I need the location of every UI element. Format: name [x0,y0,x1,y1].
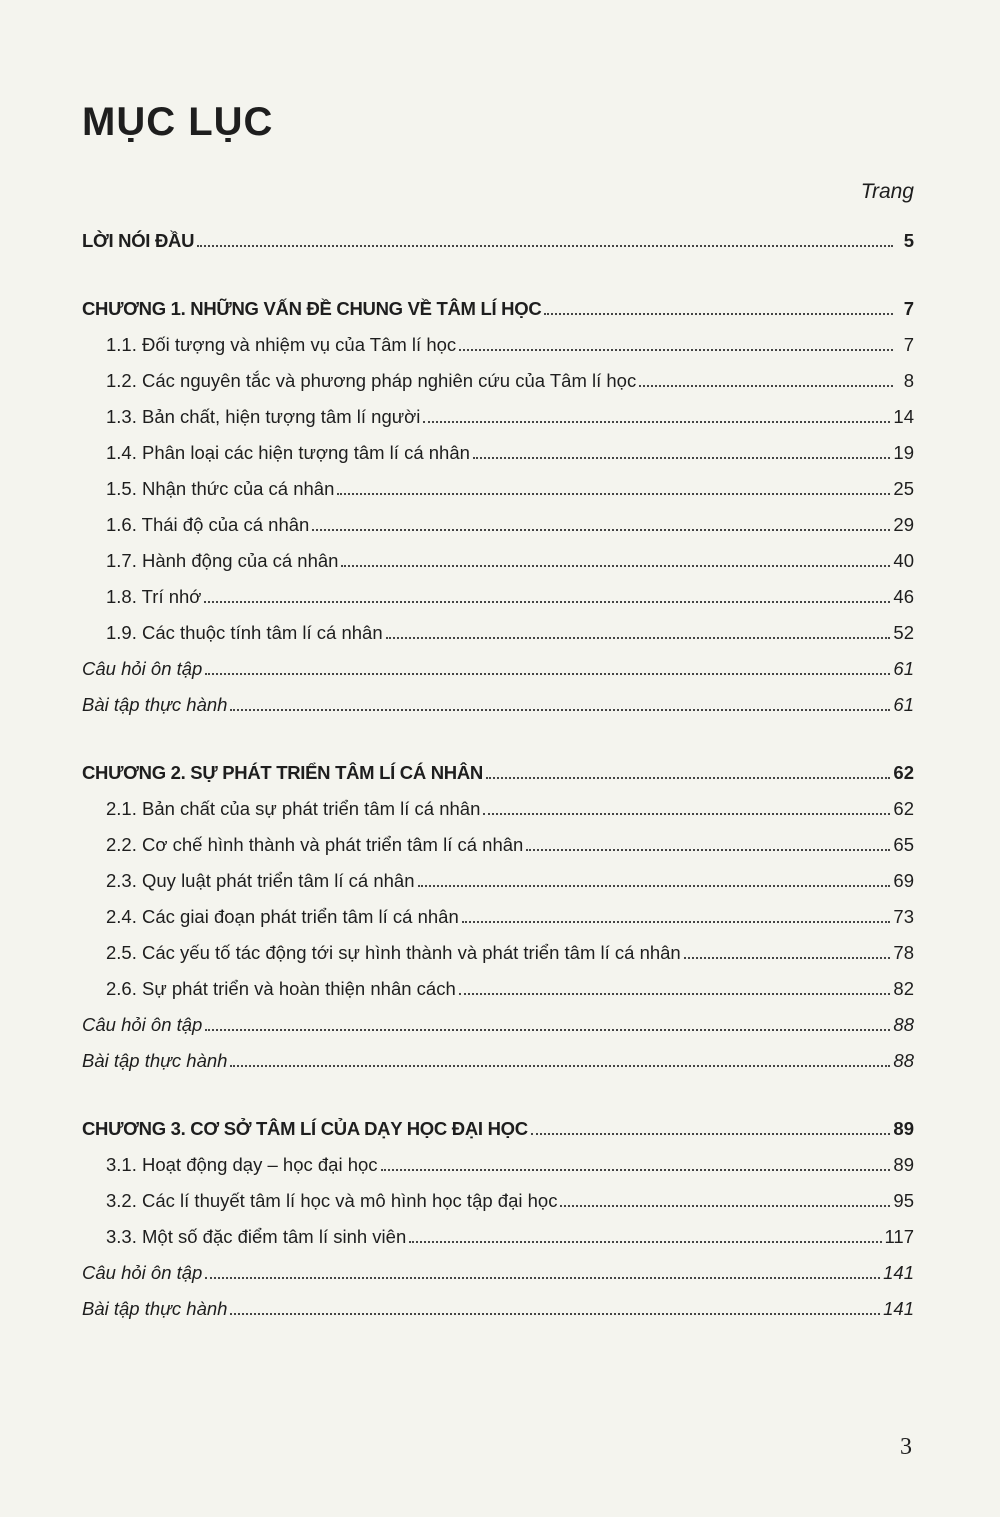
toc-entry-label: Câu hỏi ôn tập [82,1262,203,1283]
dot-leader [205,1277,880,1279]
toc-exercise-entry [82,1254,914,1284]
toc-exercise-entry [82,650,914,680]
toc-entry-page: 89 [893,1118,914,1139]
toc-entry-label: 2.4. Các giai đoạn phát triển tâm lí cá nhân [106,906,459,927]
toc-entry-label: 3.1. Hoạt động dạy – học đại học [106,1154,378,1175]
dot-leader [684,957,891,959]
toc-chapter-entry [82,290,914,320]
toc-entry-page: 62 [893,762,914,783]
toc-section-entry [82,542,914,572]
dot-leader [409,1241,881,1243]
dot-leader [462,921,891,923]
toc-section-entry [82,1218,914,1248]
dot-leader [423,421,890,423]
toc-section-entry [82,398,914,428]
toc-section-entry [82,862,914,892]
toc-entry-page: 88 [893,1014,914,1035]
toc-section-entry [82,362,914,392]
toc-entry-page: 7 [903,298,914,319]
dot-leader [531,1133,891,1135]
toc-entry-page: 25 [893,478,914,499]
dot-leader [230,1065,890,1067]
toc-entry-page: 19 [893,442,914,463]
dot-leader [205,673,890,675]
dot-leader [473,457,891,459]
dot-leader [386,637,891,639]
toc-entry-page: 52 [893,622,914,643]
dot-leader [381,1169,891,1171]
toc-entry-page: 29 [893,514,914,535]
toc-entry-label: CHƯƠNG 2. SỰ PHÁT TRIỂN TÂM LÍ CÁ NHÂN [82,762,483,783]
toc-section-entry [82,826,914,856]
toc-entry-label: 1.2. Các nguyên tắc và phương pháp nghiên cứu của Tâm lí học [106,370,637,391]
toc-entry-page: 141 [883,1262,914,1283]
toc-entry-page: 69 [893,870,914,891]
toc-entry-label: 2.5. Các yếu tố tác động tới sự hình thành và phát triển tâm lí cá nhân [106,942,681,963]
toc-entry-page: 8 [903,370,914,391]
toc-entry-label: Bài tập thực hành [82,1050,228,1071]
toc-entry-label: CHƯƠNG 1. NHỮNG VẤN ĐỀ CHUNG VỀ TÂM LÍ HỌC [82,298,542,319]
dot-leader [459,993,891,995]
toc-entry-page: 61 [893,658,914,679]
toc-section-entry [82,470,914,500]
dot-leader [483,813,890,815]
toc-entry-label: 1.5. Nhận thức của cá nhân [106,478,335,499]
dot-leader [560,1205,890,1207]
toc-entry-label: 2.6. Sự phát triển và hoàn thiện nhân cách [106,978,456,999]
toc-chapter-entry [82,754,914,784]
page-column-label: Trang [860,180,914,203]
toc-section-entry [82,506,914,536]
toc-entry-page: 88 [893,1050,914,1071]
toc-entry-label: 1.4. Phân loại các hiện tượng tâm lí cá nhân [106,442,470,463]
toc-entry-label: 3.2. Các lí thuyết tâm lí học và mô hình học tập đại học [106,1190,558,1211]
toc-entry-label: Câu hỏi ôn tập [82,1014,203,1035]
toc-entry-label: Bài tập thực hành [82,694,228,715]
toc-entry-page: 73 [893,906,914,927]
dot-leader [544,313,893,315]
dot-leader [486,777,890,779]
toc-entry-label: Câu hỏi ôn tập [82,658,203,679]
dot-leader [639,385,893,387]
dot-leader [341,565,890,567]
toc-section-entry [82,790,914,820]
dot-leader [418,885,891,887]
toc-entry-label: 1.7. Hành động của cá nhân [106,550,339,571]
toc-entry-label: 1.1. Đối tượng và nhiệm vụ của Tâm lí học [106,334,457,355]
toc-entry-label: LỜI NÓI ĐẦU [82,230,195,251]
toc-entry-page: 89 [893,1154,914,1175]
toc-entry-label: 1.6. Thái độ của cá nhân [106,514,310,535]
toc-entry-page: 7 [903,334,914,355]
dot-leader [230,709,890,711]
toc-exercise-entry [82,1290,914,1320]
toc-section-entry [82,898,914,928]
toc-entry-label: 1.8. Trí nhớ [106,586,202,607]
toc-entry-label: CHƯƠNG 3. CƠ SỞ TÂM LÍ CỦA DẠY HỌC ĐẠI HỌC [82,1118,528,1139]
toc-section-entry [82,326,914,356]
toc-entry-label: 1.9. Các thuộc tính tâm lí cá nhân [106,622,383,643]
dot-leader [230,1313,880,1315]
toc-exercise-entry [82,1006,914,1036]
toc-section-entry [82,934,914,964]
toc-entry-page: 65 [893,834,914,855]
dot-leader [459,349,893,351]
toc-entry-page: 61 [893,694,914,715]
toc-entry-page: 62 [893,798,914,819]
toc-chapter-entry [82,1110,914,1140]
toc-entry-label: 1.3. Bản chất, hiện tượng tâm lí người [106,406,421,427]
toc-section-entry [82,1182,914,1212]
dot-leader [197,245,893,247]
dot-leader [337,493,890,495]
toc-entry-page: 40 [893,550,914,571]
toc-entry-page: 78 [893,942,914,963]
toc-section-entry [82,578,914,608]
dot-leader [204,601,890,603]
toc-entry-page: 46 [893,586,914,607]
toc-entry-page: 5 [903,230,914,251]
toc-section-entry [82,970,914,1000]
toc-entry-page: 141 [883,1298,914,1319]
page-title: MỤC LỤC [82,100,274,144]
toc-entry-label: 2.2. Cơ chế hình thành và phát triển tâm lí cá nhân [106,834,524,855]
toc-entry-page: 95 [893,1190,914,1211]
toc-entry-label: 2.3. Quy luật phát triển tâm lí cá nhân [106,870,415,891]
toc-entry-page: 14 [893,406,914,427]
toc-exercise-entry [82,1042,914,1072]
dot-leader [205,1029,890,1031]
toc-exercise-entry [82,686,914,716]
toc-section-entry [82,434,914,464]
toc-entry-page: 117 [884,1226,914,1247]
toc-entry-label: Bài tập thực hành [82,1298,228,1319]
toc-section-entry [82,1146,914,1176]
toc-entry-page: 82 [893,978,914,999]
toc-entry-label: 2.1. Bản chất của sự phát triển tâm lí cá nhân [106,798,481,819]
toc-section-entry [82,614,914,644]
dot-leader [526,849,890,851]
page-number: 3 [900,1434,912,1460]
toc-entry-label: 3.3. Một số đặc điểm tâm lí sinh viên [106,1226,407,1247]
toc-chapter-entry [82,222,914,252]
dot-leader [312,529,890,531]
